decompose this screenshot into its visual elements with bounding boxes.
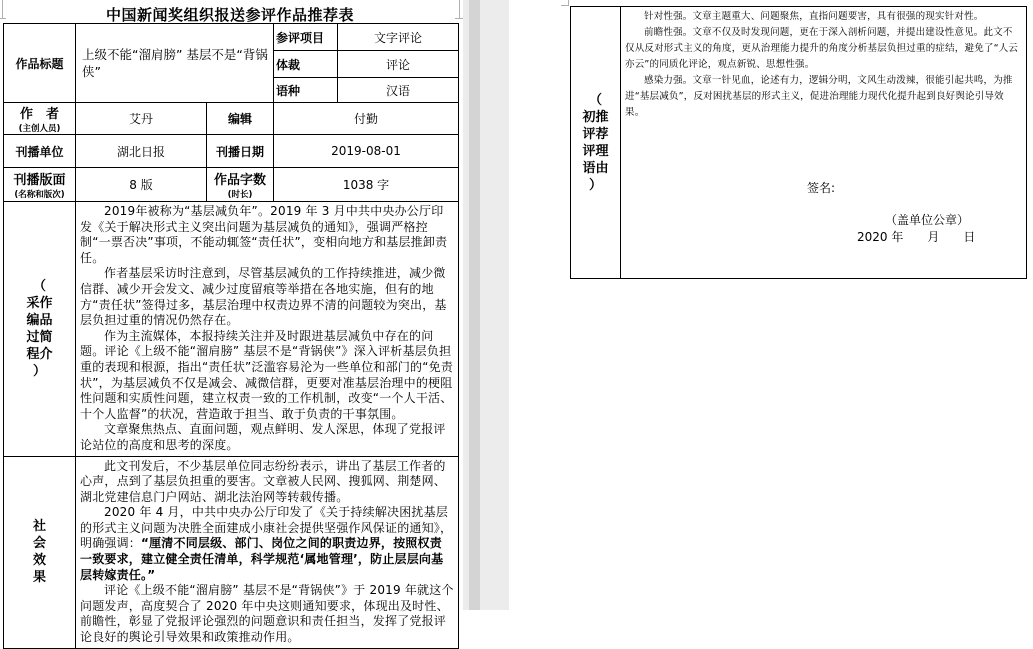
editor-label: 编辑	[207, 103, 274, 135]
page-value: 8 版	[76, 168, 207, 202]
author-value: 艾丹	[76, 103, 207, 135]
process-paragraph: 作者基层采访时注意到，尽管基层减负的工作持续推进，减少微信群、减少开会发文、减少过度留痕等举措在各地实施，但有的地方“责任状”签得过多，基层治理中权责边界不清的问题较为突出，基层负担过重的情况仍然存在。	[80, 266, 447, 328]
process-label-cell	[4, 202, 76, 457]
recommend-label: （ 初推 评荐 评理 语由 ）	[582, 92, 609, 193]
page-label-cell	[4, 168, 76, 202]
effect-paragraph	[80, 505, 454, 583]
crop-mark	[561, 5, 569, 6]
seal-label: （盖单位公章）	[885, 213, 970, 227]
genre-value: 评论	[338, 51, 459, 78]
title-label: 作品标题	[4, 24, 76, 103]
recommend-paragraph: 针对性强。文章主题重大、问题聚焦，直指问题要害，具有很强的现实针对性。	[644, 11, 984, 22]
editor-value: 付勤	[274, 103, 459, 135]
wordcount-label-cell	[207, 168, 274, 202]
author-label: 作 者	[19, 107, 59, 122]
publisher-value: 湖北日报	[76, 135, 207, 168]
nomination-form-table	[3, 23, 459, 649]
wordcount-label: 作品字数	[214, 173, 267, 188]
document-title: 中国新闻奖组织报送参评作品推荐表	[105, 6, 354, 24]
title-value: 上级不能“溜肩膀” 基层不是“背锅侠”	[76, 24, 274, 103]
author-sub-label: (主创人员)	[18, 124, 61, 134]
recommend-label-cell	[571, 7, 621, 279]
author-label-cell	[4, 103, 76, 135]
date-value: 2019-08-01	[274, 135, 459, 168]
page-gutter	[463, 0, 509, 610]
recommend-table	[570, 6, 1027, 279]
date-line: 2020 年 月 日	[857, 230, 976, 244]
language-label: 语种	[274, 78, 338, 103]
process-content	[76, 202, 459, 457]
page-label: 刊播版面	[13, 173, 66, 188]
effect-p2-lead: 2020 年 4 月，中共中央办公厅印发了《关于持续解决困扰基层的形式主义问题为决胜全面建成小康社会提供坚强作风保证的通知》，明确强调：	[80, 505, 453, 551]
right-page	[509, 0, 1033, 610]
effect-p2-quote: “厘清不同层级、部门、岗位之间的职责边界，按照权责一致要求，建立健全责任清单，科学规范‘属地管理’，防止层层向基层转嫁责任。”	[80, 536, 444, 582]
page-sub-label: (名称和版次)	[14, 190, 65, 200]
process-paragraph: 作为主流媒体，本报持续关注并及时跟进基层减负中存在的问题。评论《上级不能“溜肩膀” 基层不是“背锅侠”》深入评析基层负担重的表现和根源，指出“责任状”泛滥容易沦为一些单位和部门的“免责状”，为基层减负不仅是减会、减微信群，更要对准基层治理中的梗阻性问题和实质性问题，建立权责一致的工作机制，改变“一个人干活、十个人监督”的状况，营造敢于担当、敢于负责的干事氛围。	[80, 328, 454, 421]
wordcount-sub-label: (时长)	[227, 190, 253, 200]
process-paragraph: 文章聚焦热点、直面问题，观点鲜明、发人深思，体现了党报评论站位的高度和思考的深度。	[80, 422, 446, 452]
recommend-content	[621, 7, 1027, 279]
recommend-paragraph: 感染力强。文章一针见血，论述有力，逻辑分明，文风生动泼辣，很能引起共鸣，为推进“基层减负”，反对困扰基层的形式主义，促进治理能力现代化提升起到良好舆论引导效果。	[625, 75, 1013, 118]
effect-label-cell	[4, 456, 76, 648]
sign-label: 签名:	[807, 181, 836, 195]
wordcount-value: 1038 字	[274, 168, 459, 202]
date-label: 刊播日期	[207, 135, 274, 168]
effect-paragraph: 此文刊发后，不少基层单位同志纷纷表示，讲出了基层工作者的心声，点到了基层负担重的要害。文章被人民网、搜狐网、荆楚网、湖北党建信息门户网站、湖北法治网等转载传播。	[80, 458, 447, 504]
category-label: 参评项目	[274, 24, 338, 51]
left-page	[0, 0, 463, 645]
process-paragraph: 2019年被称为“基层减负年”。2019 年 3 月中共中央办公厅印发《关于解决形式主义突出问题为基层减负的通知》，强调严格控制“一票否决”事项，不能动辄签“责任状”，变相向地方和基层推卸责任。	[80, 204, 448, 265]
publisher-label: 刊播单位	[4, 135, 76, 168]
effect-content	[76, 456, 459, 648]
effect-paragraph: 评论《上级不能“溜肩膀” 基层不是“背锅侠”》于 2019 年就这个问题发声，高度契合了 2020 年中央这则通知要求，体现出及时性、前瞻性，彰显了党报评论强烈的问题意识和责任担当，发挥了党报评论良好的舆论引导效果和政策推动作用。	[80, 583, 454, 645]
recommend-paragraph: 前瞻性强。文章不仅及时发现问题，更在于深入剖析问题，并提出建设性意见。此文不仅从反对形式主义的角度，更从治理能力提升的角度分析基层负担过重的症结，避免了“人云亦云”的同质化评论，观点新锐、思想性强。	[625, 27, 1019, 70]
process-label: （ 采作 编品 过简 程介 ）	[26, 278, 53, 379]
genre-label: 体裁	[274, 51, 338, 78]
language-value: 汉语	[338, 78, 459, 103]
category-value: 文字评论	[338, 24, 459, 51]
gutter-bar	[469, 0, 480, 610]
effect-label: 社 会 效 果	[32, 519, 46, 586]
